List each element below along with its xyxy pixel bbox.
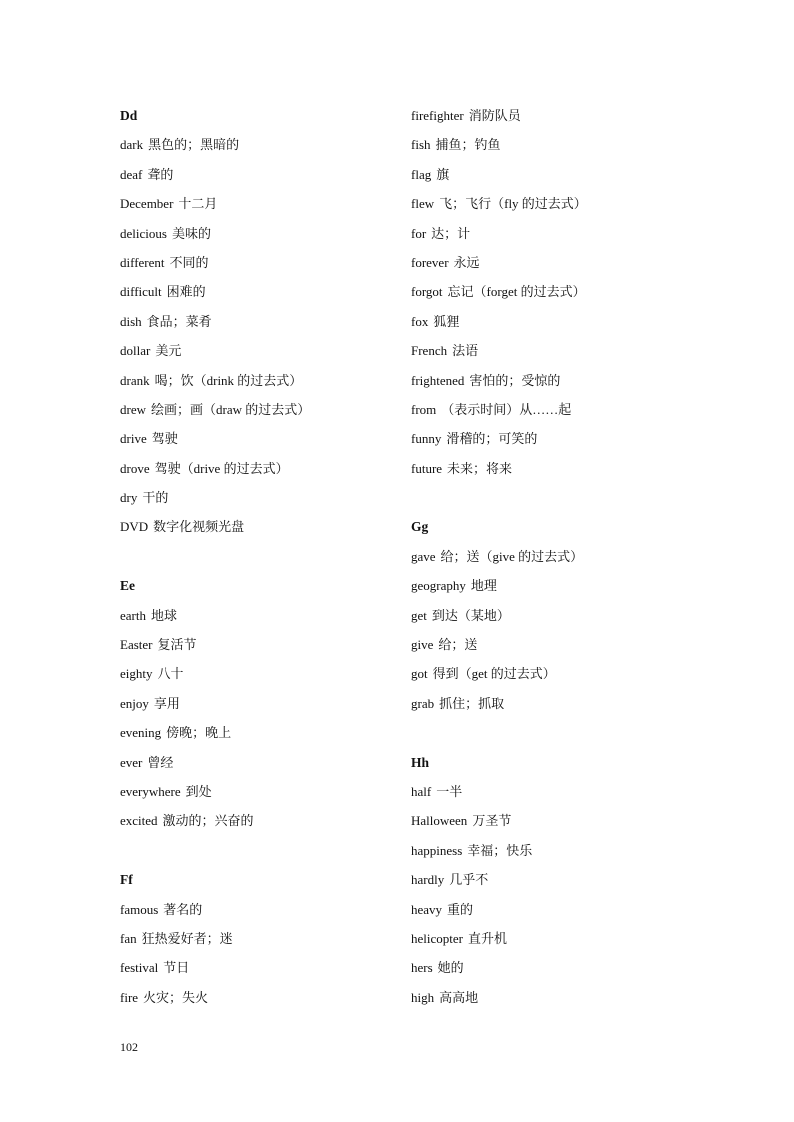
vocab-entry [411, 924, 691, 953]
entry-word: heavy [411, 901, 443, 917]
entry-meaning: 幸福；快乐 [467, 842, 533, 858]
vocab-entry [120, 953, 400, 982]
entry-word: Halloween [411, 813, 468, 829]
entry-meaning: 直升机 [467, 930, 507, 946]
vocab-entry [120, 248, 400, 277]
entry-meaning: 得到（get 的过去式） [432, 666, 556, 682]
vocab-entry [120, 924, 400, 953]
entry-meaning: 美味的 [171, 225, 211, 241]
vocab-entry [120, 366, 400, 395]
vocab-entry [411, 806, 691, 835]
entry-word: everywhere [120, 783, 181, 799]
entry-word: difficult [120, 284, 162, 300]
entry-word: gave [411, 548, 436, 564]
entry-meaning: 地球 [150, 607, 177, 623]
vocab-entry [120, 630, 400, 659]
entry-word: dollar [120, 343, 151, 359]
entry-word: drive [120, 431, 147, 447]
vocab-entry [411, 777, 691, 806]
entry-meaning: 忘记（forget 的过去式） [447, 284, 586, 300]
vocab-entry [120, 983, 400, 1012]
entry-word: drew [120, 401, 146, 417]
blank-line [411, 483, 691, 512]
page-number: 102 [120, 1040, 138, 1054]
entry-meaning: 几乎不 [449, 872, 489, 888]
entry-meaning: 傍晚；晚上 [166, 725, 232, 741]
entry-word: hardly [411, 872, 445, 888]
entry-meaning: 复活节 [157, 637, 197, 653]
vocab-entry [120, 718, 400, 747]
entry-meaning: 驾驶（drive 的过去式） [154, 460, 289, 476]
entry-meaning: 捕鱼；钓鱼 [435, 137, 501, 153]
vocab-entry [411, 424, 691, 453]
vocab-entry [411, 630, 691, 659]
vocab-entry [120, 895, 400, 924]
vocab-entry [120, 601, 400, 630]
entry-word: fox [411, 313, 429, 329]
entry-word: different [120, 254, 165, 270]
vocab-entry [120, 512, 400, 541]
entry-meaning: 不同的 [169, 254, 209, 270]
blank-line [120, 542, 400, 571]
vocab-entry [120, 483, 400, 512]
vocab-entry [120, 219, 400, 248]
entry-word: deaf [120, 166, 143, 182]
section-heading: Ee [120, 578, 135, 594]
entry-meaning: 美元 [155, 343, 182, 359]
entry-meaning: 曾经 [147, 754, 174, 770]
entry-word: flew [411, 196, 435, 212]
entry-word: fire [120, 989, 139, 1005]
entry-word: forgot [411, 284, 443, 300]
vocab-entry [120, 806, 400, 835]
entry-meaning: 害怕的；受惊的 [469, 372, 561, 388]
entry-meaning: 享用 [153, 695, 180, 711]
vocab-entry [411, 983, 691, 1012]
entry-word: famous [120, 901, 159, 917]
entry-meaning: 激动的；兴奋的 [162, 813, 254, 829]
entry-meaning: 聋的 [147, 166, 174, 182]
entry-meaning: 干的 [142, 490, 169, 506]
vocab-entry [120, 277, 400, 306]
vocab-entry [411, 895, 691, 924]
entry-word: Easter [120, 637, 153, 653]
entry-word: dark [120, 137, 144, 153]
vocab-entry [411, 689, 691, 718]
entry-meaning: 滑稽的；可笑的 [446, 431, 538, 447]
right-column [411, 101, 691, 1012]
vocab-entry [120, 424, 400, 453]
vocab-entry [411, 101, 691, 130]
entry-meaning: 旗 [436, 166, 450, 182]
entry-word: enjoy [120, 695, 149, 711]
entry-word: DVD [120, 519, 149, 535]
vocab-entry [411, 219, 691, 248]
entry-word: grab [411, 695, 435, 711]
vocab-entry [411, 277, 691, 306]
vocab-entry [411, 601, 691, 630]
entry-word: frightened [411, 372, 465, 388]
entry-meaning: 八十 [157, 666, 184, 682]
entry-meaning: 重的 [447, 901, 474, 917]
vocab-entry [411, 307, 691, 336]
entry-word: from [411, 401, 437, 417]
entry-word: December [120, 196, 174, 212]
entry-meaning: 消防队员 [468, 108, 521, 123]
section-heading: Dd [120, 108, 138, 123]
entry-word: firefighter [411, 108, 464, 123]
entry-word: high [411, 989, 435, 1005]
entry-word: funny [411, 431, 442, 447]
entry-word: dry [120, 490, 138, 506]
vocab-entry [411, 659, 691, 688]
entry-word: give [411, 637, 434, 653]
entry-meaning: 火灾；失火 [143, 989, 209, 1005]
vocab-entry [411, 454, 691, 483]
entry-word: eighty [120, 666, 153, 682]
vocab-entry [411, 571, 691, 600]
entry-word: for [411, 225, 427, 241]
entry-word: fan [120, 930, 137, 946]
vocab-entry [120, 689, 400, 718]
entry-meaning: 到达（某地） [431, 607, 510, 623]
entry-meaning: 狐狸 [433, 313, 460, 329]
entry-meaning: 十二月 [178, 196, 218, 212]
entry-word: dish [120, 313, 142, 329]
section-heading: Hh [411, 754, 430, 770]
vocab-entry [411, 953, 691, 982]
blank-line [120, 836, 400, 865]
entry-meaning: 飞；飞行（fly 的过去式） [439, 196, 587, 212]
entry-meaning: （表示时间）从……起 [441, 401, 572, 417]
entry-meaning: 驾驶 [151, 431, 178, 447]
entry-word: flag [411, 166, 432, 182]
vocab-entry [120, 777, 400, 806]
left-column [120, 101, 400, 1012]
entry-meaning: 一半 [436, 783, 463, 799]
entry-word: happiness [411, 842, 463, 858]
entry-word: drove [120, 460, 150, 476]
vocab-entry [120, 454, 400, 483]
section-heading: Ff [120, 872, 133, 888]
entry-word: half [411, 783, 432, 799]
entry-meaning: 达；计 [431, 225, 471, 241]
vocab-entry [120, 395, 400, 424]
vocab-entry [411, 542, 691, 571]
entry-word: get [411, 607, 427, 623]
entry-meaning: 高高地 [439, 989, 479, 1005]
vocab-entry [411, 336, 691, 365]
entry-word: festival [120, 960, 159, 976]
entry-meaning: 困难的 [166, 284, 206, 300]
vocab-entry [120, 189, 400, 218]
entry-meaning: 著名的 [163, 901, 203, 917]
vocab-entry [411, 130, 691, 159]
entry-meaning: 食品；菜肴 [146, 313, 212, 329]
vocab-entry [120, 336, 400, 365]
entry-word: ever [120, 754, 143, 770]
entry-meaning: 黑色的；黑暗的 [148, 137, 240, 153]
entry-meaning: 节日 [163, 960, 190, 976]
blank-line [411, 718, 691, 747]
entry-word: drank [120, 372, 150, 388]
vocab-entry [411, 865, 691, 894]
entry-word: got [411, 666, 428, 682]
entry-word: helicopter [411, 930, 463, 946]
entry-meaning: 喝；饮（drink 的过去式） [154, 372, 303, 388]
vocab-entry [120, 659, 400, 688]
entry-word: French [411, 343, 448, 359]
entry-word: hers [411, 960, 433, 976]
vocab-entry [411, 248, 691, 277]
entry-word: geography [411, 578, 466, 594]
entry-meaning: 狂热爱好者；迷 [141, 930, 233, 946]
entry-meaning: 未来；将来 [447, 460, 513, 476]
vocab-entry [120, 748, 400, 777]
entry-word: forever [411, 254, 449, 270]
entry-word: delicious [120, 225, 167, 241]
entry-word: fish [411, 137, 431, 153]
entry-word: earth [120, 607, 146, 623]
vocab-entry [411, 366, 691, 395]
entry-meaning: 地理 [470, 578, 497, 594]
entry-meaning: 万圣节 [472, 813, 512, 829]
entry-meaning: 到处 [185, 783, 212, 799]
entry-meaning: 她的 [437, 960, 464, 976]
entry-meaning: 法语 [452, 343, 479, 359]
entry-meaning: 给；送 [438, 637, 478, 653]
vocab-entry [411, 836, 691, 865]
entry-word: excited [120, 813, 158, 829]
entry-meaning: 抓住；抓取 [439, 695, 505, 711]
vocab-entry [411, 395, 691, 424]
vocab-entry [120, 130, 400, 159]
vocab-entry [120, 307, 400, 336]
entry-word: future [411, 460, 443, 476]
entry-meaning: 永远 [453, 254, 480, 270]
vocab-entry [411, 189, 691, 218]
vocab-entry [120, 160, 400, 189]
entry-word: evening [120, 725, 162, 741]
entry-meaning: 绘画；画（draw 的过去式） [151, 401, 311, 417]
section-heading: Gg [411, 519, 429, 535]
entry-meaning: 数字化视频光盘 [153, 519, 245, 535]
vocab-entry [411, 160, 691, 189]
entry-meaning: 给；送（give 的过去式） [440, 548, 584, 564]
